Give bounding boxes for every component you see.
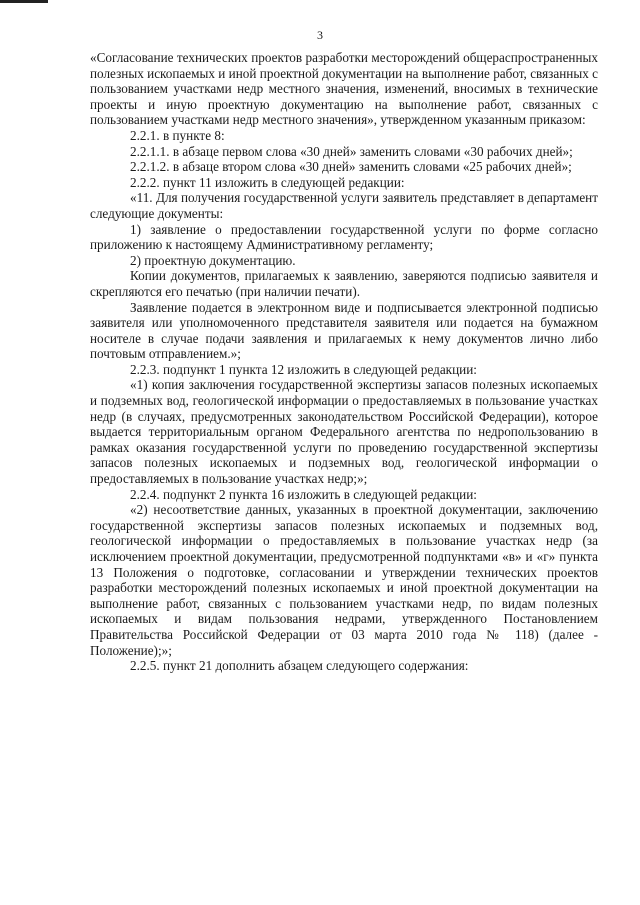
paragraph: 2.2.3. подпункт 1 пункта 12 изложить в следующей редакции: [130,361,477,377]
paragraph: 2.2.4. подпункт 2 пункта 16 изложить в следующей редакции: [130,486,477,502]
paragraph: «1) копия заключения государственной экспертизы запасов полезных ископаемых и подземных вод, геологической информации о предоставляемых в пользование участках недр (в случаях, предусмотренных законодательством Российской Федерации), которое выдается территориальным органом Федерального агентства по недропользованию в рамках оказания государственной услуги по проведению государственной экспертизы запасов полезных ископаемых и подземных вод, геологической информации о предоставляемых в пользование участках недр;»; [90,377,598,487]
paragraph: Заявление подается в электронном виде и подписывается электронной подписью заявителя или уполномоченного представителя заявителя или подается на бумажном носителе в случае подачи заявления и прилагаемых к нему документов лично либо почтовым отправлением.»; [90,299,598,362]
page-number: 3 [317,28,323,42]
paragraph: «11. Для получения государственной услуги заявитель представляет в департамент следующие документы: [90,190,598,221]
paragraph: 2.2.2. пункт 11 изложить в следующей редакции: [130,174,405,190]
paragraph: 2.2.5. пункт 21 дополнить абзацем следующего содержания: [130,658,469,674]
paragraph: 2.2.1.1. в абзаце первом слова «30 дней» заменить словами «30 рабочих дней»; [130,143,573,159]
paragraph: 1) заявление о предоставлении государственной услуги по форме согласно приложению к настоящему Административному регламенту; [90,221,598,253]
paragraph: «Согласование технических проектов разработки месторождений общераспространенных полезных ископаемых и иной проектной документации на выполнение работ, связанных с пользованием участками недр местного значения, изменений, вносимых в технические проекты и иную проектную документацию на выполнение работ, связанных с пользованием участками недр местного значения», утвержденном указанным приказом: [90,50,598,128]
paragraph: 2.2.1.2. в абзаце втором слова «30 дней» заменить словами «25 рабочих дней»; [130,159,572,175]
document-body [90,50,598,674]
paragraph: 2) проектную документацию. [130,252,296,268]
paragraph: «2) несоответствие данных, указанных в проектной документации, заключению государственной экспертизы запасов полезных ископаемых и подземных вод, геологической информации о предоставляемых в пользование участках недр (за исключением проектной документации, предусмотренной подпунктами «в» и «г» пункта 13 Положения о подготовке, согласовании и утверждении технических проектов разработки месторождений полезных ископаемых и иной проектной документации на выполнение работ, связанных с пользованием участками недр, по видам полезных ископаемых и видам пользования недрами, утвержденного Постановлением Правительства Российской Федерации от 03 марта 2010 года № 118) (далее - Положение);»; [90,502,598,658]
paragraph: 2.2.1. в пункте 8: [130,127,225,143]
scan-corner-mark [0,0,48,3]
paragraph: Копии документов, прилагаемых к заявлению, заверяются подписью заявителя и скрепляются его печатью (при наличии печати). [90,268,598,299]
